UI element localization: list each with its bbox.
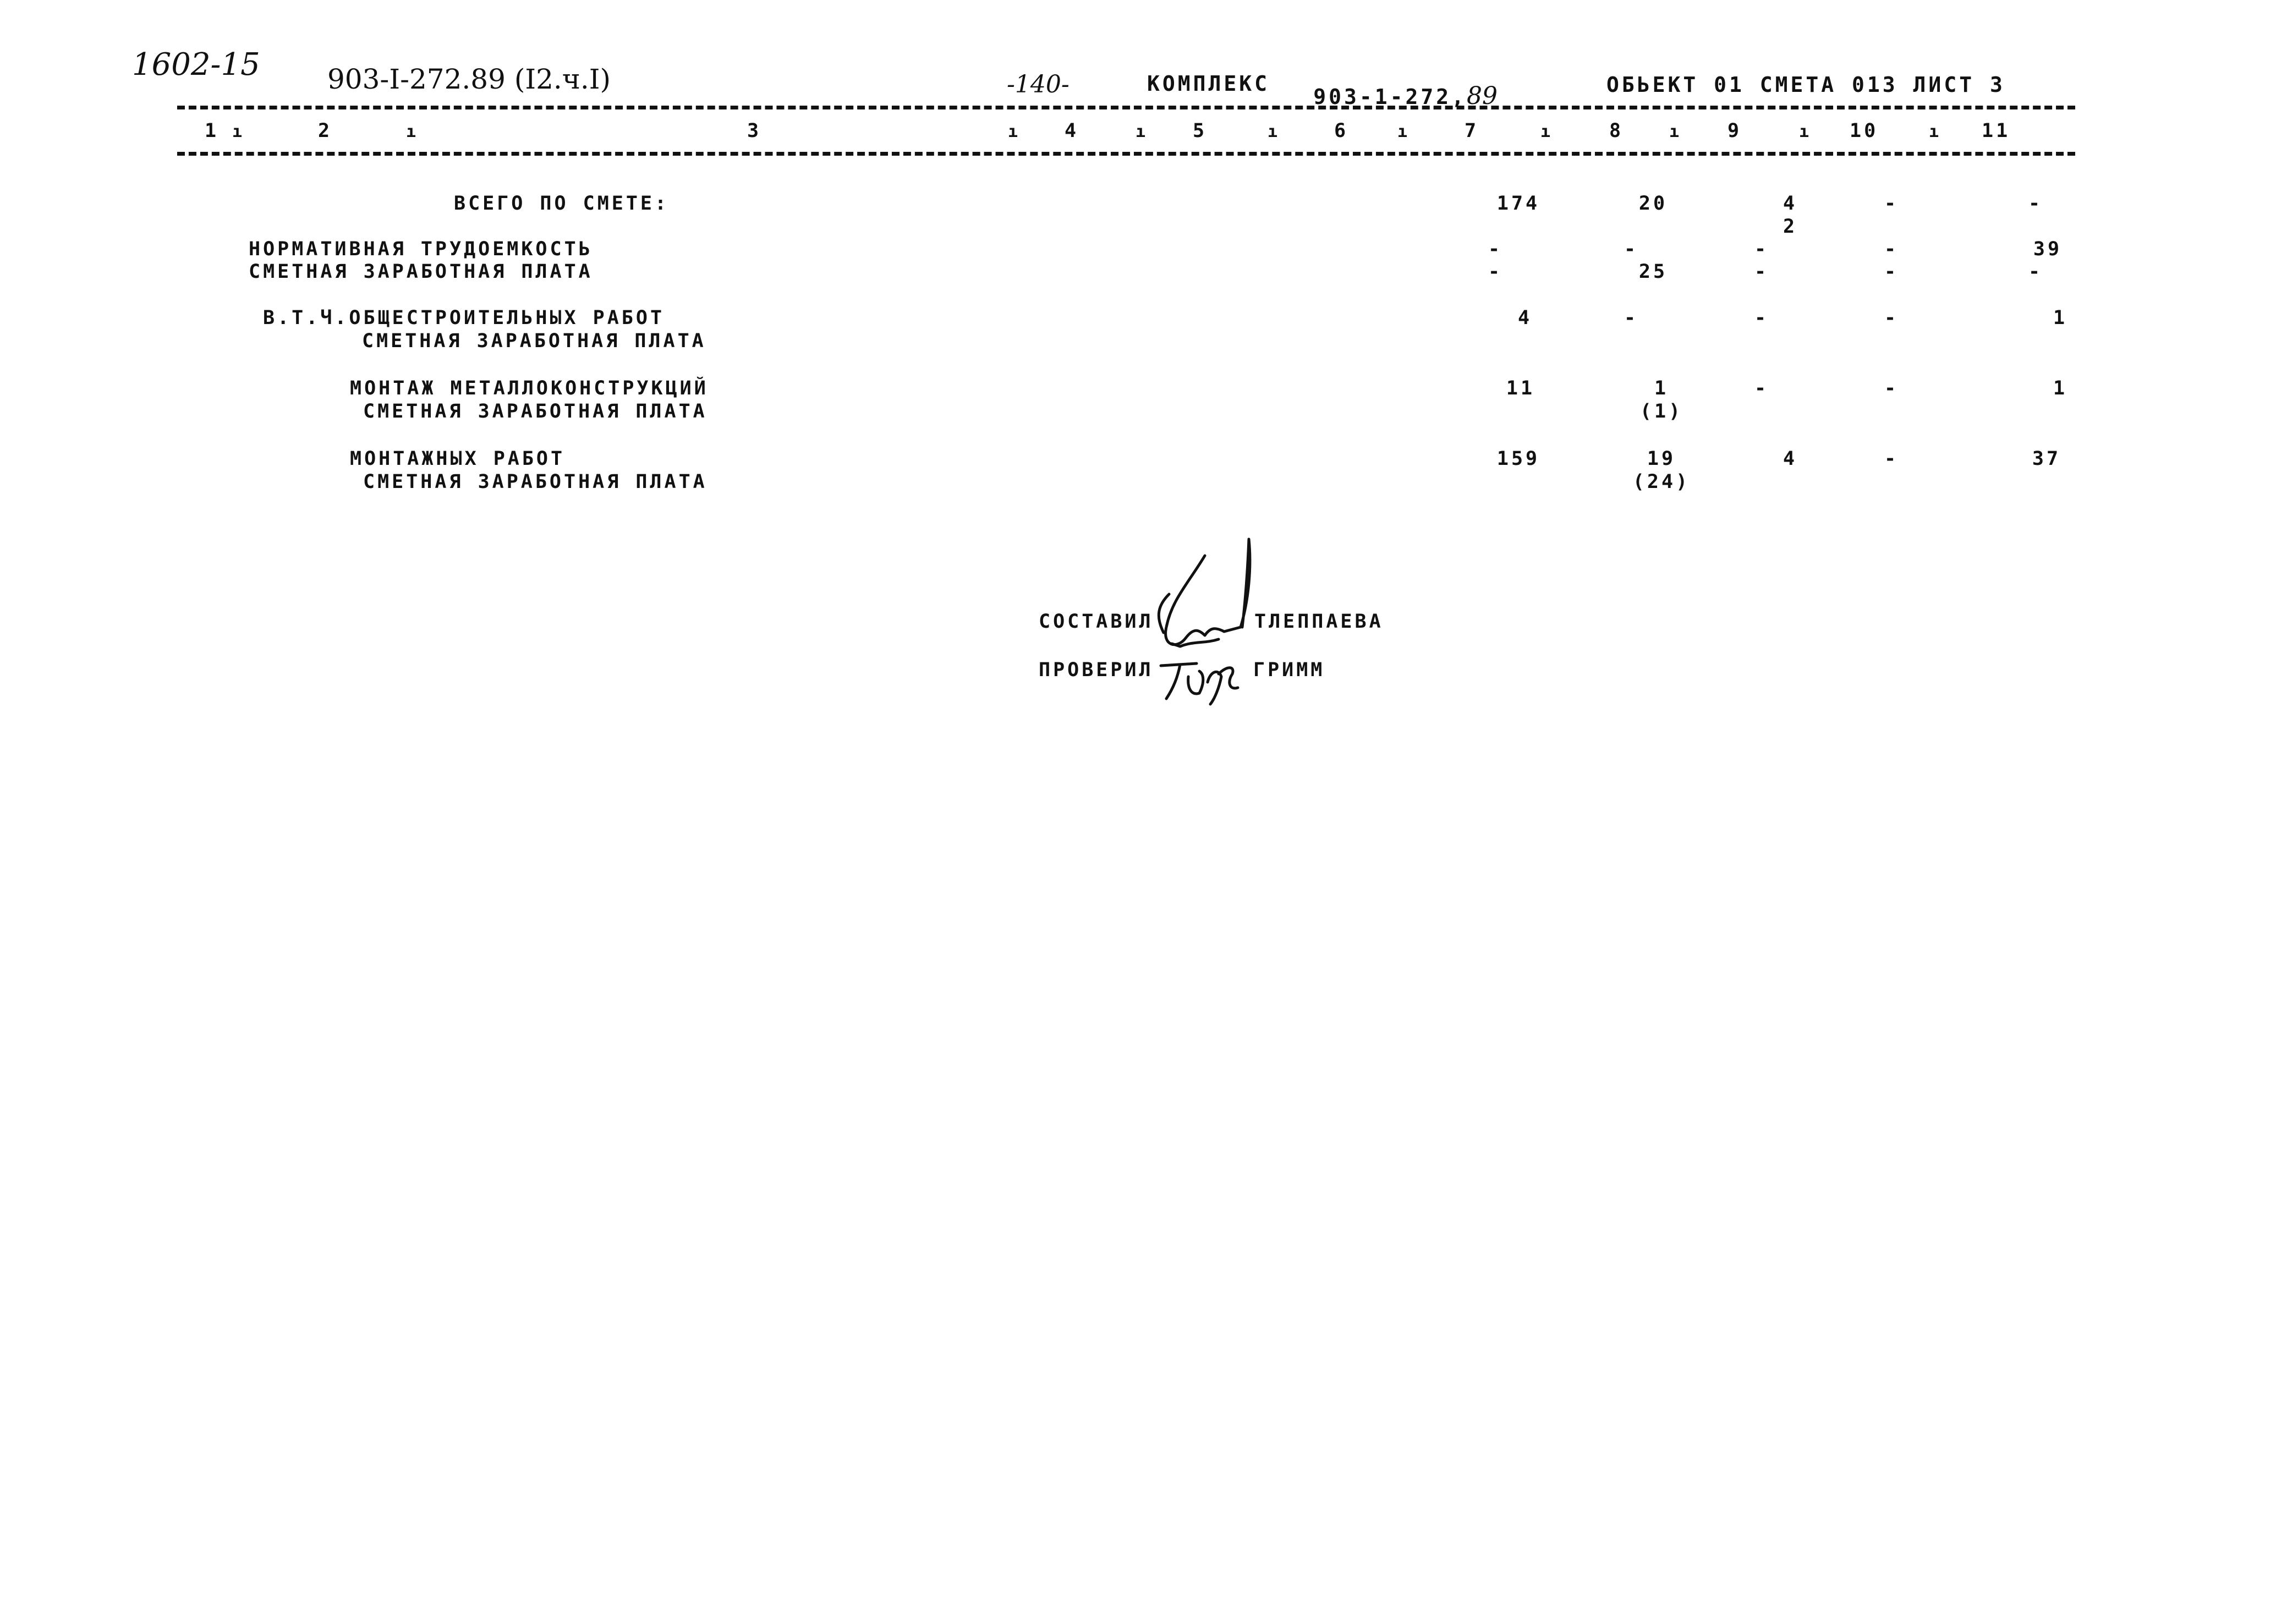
row-label: МОНТАЖ МЕТАЛЛОКОНСТРУКЦИЙ — [350, 377, 709, 399]
column-separator: ı — [1799, 122, 1809, 141]
column-number: 9 — [1727, 120, 1742, 142]
row-sublabel: СМЕТНАЯ ЗАРАБОТНАЯ ПЛАТА — [363, 400, 708, 423]
divider-header-bottom — [177, 152, 2075, 156]
cell-col10: - — [1884, 238, 1899, 260]
cell-col9: 4 — [1783, 448, 1798, 470]
column-separator: ı — [1929, 122, 1939, 141]
cell-col10-second: - — [1884, 261, 1899, 283]
checked-by-name: ГРИММ — [1253, 659, 1325, 681]
project-code: 903-I-272.89 (I2.ч.I) — [327, 63, 611, 95]
cell-col9-second: 2 — [1783, 216, 1798, 238]
cell-col8-second: (24) — [1632, 471, 1691, 493]
complex-code — [1303, 72, 1498, 110]
column-number: 3 — [747, 120, 762, 142]
column-separator: ı — [1669, 122, 1680, 141]
cell-col10: - — [1884, 377, 1899, 399]
cell-col8: 20 — [1638, 193, 1668, 215]
cell-col8: 1 — [1654, 377, 1669, 399]
column-number: 10 — [1850, 120, 1879, 142]
cell-col8: - — [1624, 307, 1639, 329]
complex-code-handwritten: 89 — [1467, 82, 1498, 110]
cell-col9: 4 — [1783, 193, 1798, 215]
cell-col10: - — [1884, 193, 1899, 215]
row-label: МОНТАЖНЫХ РАБОТ — [350, 448, 566, 470]
complex-label: КОМПЛЕКС — [1147, 72, 1270, 96]
column-separator: ı — [1397, 122, 1408, 141]
column-separator: ı — [1136, 122, 1146, 141]
cell-col11: - — [2028, 193, 2043, 215]
column-separator: ı — [406, 122, 416, 141]
cell-col8: - — [1624, 238, 1639, 260]
cell-col10: - — [1884, 448, 1899, 470]
cell-col9: - — [1754, 238, 1769, 260]
handwritten-signature — [1122, 534, 1265, 710]
handwritten-sheet-number: 1602-15 — [132, 47, 260, 83]
cell-col11: 37 — [2032, 448, 2061, 470]
row-sublabel: СМЕТНАЯ ЗАРАБОТНАЯ ПЛАТА — [362, 330, 706, 352]
column-separator: ı — [1008, 122, 1018, 141]
cell-col7: 159 — [1496, 448, 1540, 470]
cell-col9: - — [1754, 377, 1769, 399]
column-separator: ı — [1268, 122, 1278, 141]
cell-col8-second: (1) — [1639, 400, 1683, 423]
cell-col11: 1 — [2053, 307, 2068, 329]
column-number: 5 — [1193, 120, 1208, 142]
row-label: ВСЕГО ПО СМЕТЕ: — [454, 193, 670, 215]
page-number: -140- — [1007, 70, 1070, 98]
cell-col8-second: 25 — [1638, 261, 1668, 283]
cell-col9: - — [1754, 307, 1769, 329]
column-number: 7 — [1465, 120, 1479, 142]
cell-col10: - — [1884, 307, 1899, 329]
cell-col11: 1 — [2053, 377, 2068, 399]
column-separator: ı — [1540, 122, 1551, 141]
compiled-by-name: ТЛЕППАЕВА — [1254, 611, 1384, 633]
row-sublabel: СМЕТНАЯ ЗАРАБОТНАЯ ПЛАТА — [249, 261, 593, 283]
compiled-by-label: СОСТАВИЛ — [1039, 611, 1154, 633]
cell-col11-second: - — [2028, 261, 2043, 283]
complex-code-typed: 903-1-272, — [1313, 85, 1467, 109]
row-label: НОРМАТИВНАЯ ТРУДОЕМКОСТЬ — [249, 238, 593, 260]
column-separator: ı — [232, 122, 243, 141]
column-number: 6 — [1334, 120, 1349, 142]
cell-col8: 19 — [1647, 448, 1676, 470]
column-number: 2 — [318, 120, 333, 142]
object-estimate-sheet: ОБЬЕКТ 01 СМЕТА 013 ЛИСТ 3 — [1606, 73, 2005, 97]
cell-col7-second: - — [1488, 261, 1503, 283]
divider-top — [177, 106, 2075, 109]
column-number: 4 — [1065, 120, 1079, 142]
column-number: 8 — [1609, 120, 1624, 142]
row-sublabel: СМЕТНАЯ ЗАРАБОТНАЯ ПЛАТА — [363, 471, 708, 493]
column-number: 11 — [1982, 120, 2011, 142]
cell-col7: 4 — [1517, 307, 1533, 329]
cell-col7: 174 — [1496, 193, 1540, 215]
cell-col9-second: - — [1754, 261, 1769, 283]
checked-by-label: ПРОВЕРИЛ — [1039, 659, 1154, 681]
cell-col7: - — [1488, 238, 1503, 260]
cell-col7: 11 — [1506, 377, 1535, 399]
column-number: 1 — [205, 120, 220, 142]
row-label: В.Т.Ч.ОБЩЕСТРОИТЕЛЬНЫХ РАБОТ — [263, 307, 665, 329]
cell-col11: 39 — [2033, 238, 2063, 260]
